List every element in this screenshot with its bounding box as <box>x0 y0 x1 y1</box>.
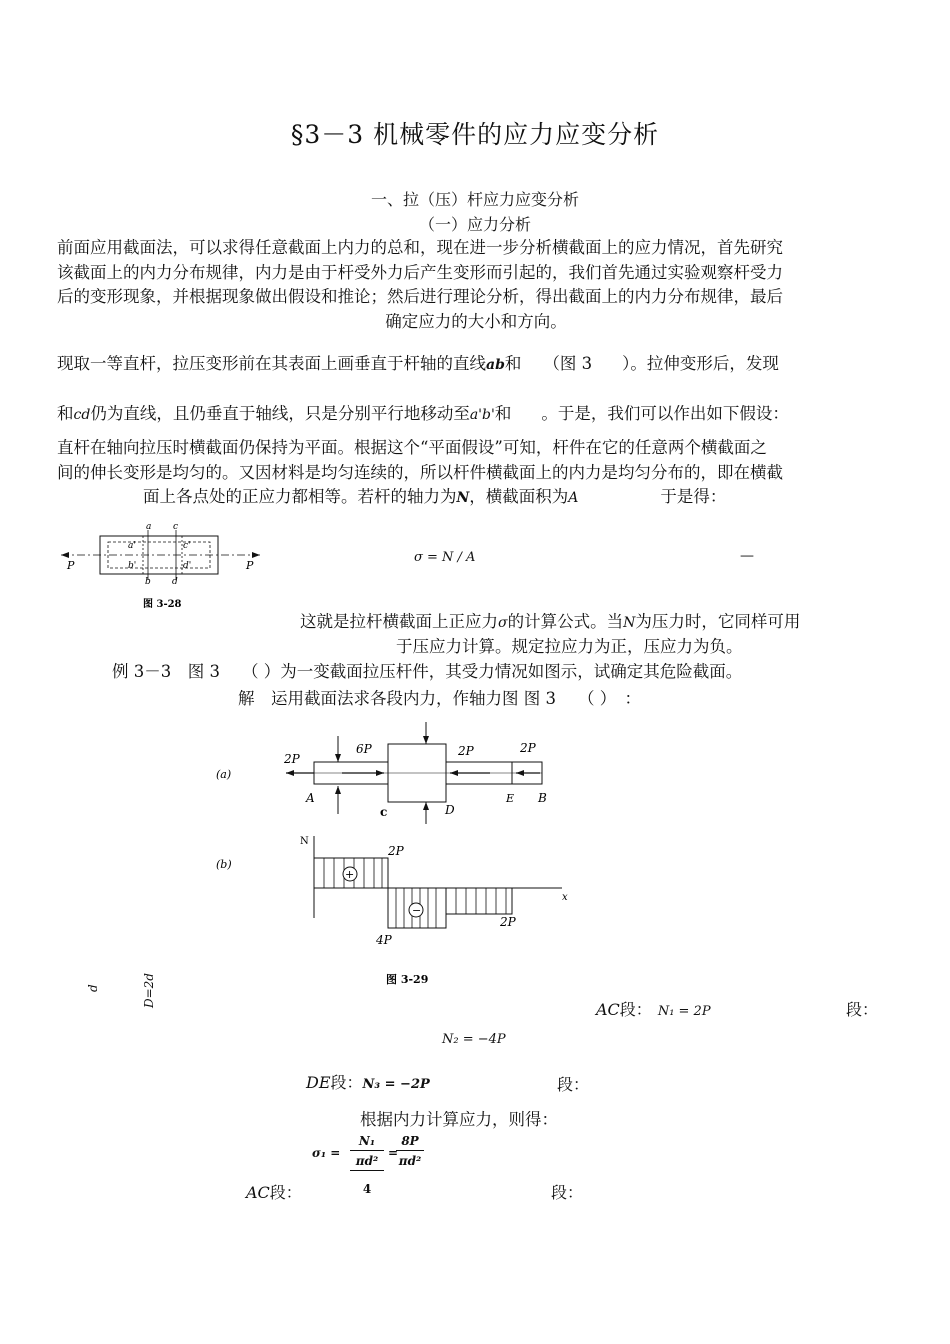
formula-N3: N₃ = −2P <box>362 1077 430 1092</box>
label-a-prime: a' <box>128 541 136 551</box>
point-B: B <box>538 791 547 805</box>
formula-N2: N₂ = −4P <box>442 1032 506 1047</box>
stress-intro: 根据内力计算应力，则得： <box>360 1110 558 1129</box>
paragraph-line: 间的伸长变形是均匀的。又因材料是均匀连续的，所以杆件横截面上的内力是均匀分布的，即在横截 <box>57 462 783 482</box>
formula-N1: N₁ = 2P <box>657 1004 711 1019</box>
symbol-N: N <box>623 615 636 631</box>
denominator-pi-d2: πd² <box>355 1154 379 1168</box>
fraction-bar-outer <box>350 1170 384 1171</box>
text: （ ） ： <box>578 689 641 708</box>
value-2P-top: 2P <box>388 844 404 858</box>
text: 和 <box>504 354 522 373</box>
label-AC: AC <box>246 1183 270 1202</box>
axis-x-label: x <box>562 892 568 903</box>
paragraph-experiment <box>57 350 779 374</box>
text: 于是得： <box>660 487 727 506</box>
paragraph-line: 该截面上的内力分布规律，内力是由于杆受外力后产生变形而引起的，我们首先通过实验观察杆受力 <box>57 262 783 282</box>
formula-sigma: σ = N / A <box>414 550 476 565</box>
solution-text <box>238 685 641 709</box>
label-a: a <box>146 522 152 532</box>
paragraph-line: 直杆在轴向拉压时横截面仍保持为平面。根据这个“平面假设”可知，杆件在它的任意两个横截面之 <box>57 438 767 457</box>
arrow-right <box>252 552 260 558</box>
arrowhead <box>286 770 294 776</box>
label-b-prime: b' <box>128 561 137 571</box>
text: 仍为直线，且仍垂直于轴线，只是分别平行地移动至 <box>90 404 470 423</box>
text: 例 3－3 图 3 <box>112 662 220 681</box>
text: 解 运用截面法求各段内力，作轴力图 图 3 <box>238 689 556 708</box>
label-AC: AC <box>596 1000 620 1019</box>
arrowhead <box>335 754 341 762</box>
dim-D: D=2d <box>142 973 156 1008</box>
example-text <box>112 658 742 682</box>
load-label-2P-E: 2P <box>520 741 536 755</box>
numerator-8P: 8P <box>401 1134 419 1148</box>
label-P-left: P <box>67 559 75 572</box>
figure-3-29 <box>200 718 580 994</box>
symbol-A: A <box>568 490 579 506</box>
point-D: D <box>445 803 455 817</box>
arrowhead <box>450 770 458 776</box>
text: 段： <box>269 1183 302 1202</box>
text: ，横截面积为 <box>469 487 569 506</box>
label-a-subfigure: (a) <box>216 768 232 781</box>
label-c-prime: c' <box>183 541 191 551</box>
text: （ ）为一变截面拉压杆件，其受力情况如图示，试确定其危险截面。 <box>241 662 743 681</box>
text: 和 <box>57 404 74 423</box>
arrow-left <box>61 552 69 558</box>
load-label-2P-A: 2P <box>284 752 300 766</box>
arrowhead <box>423 802 429 810</box>
paragraph-line: 确定应力的大小和方向。 <box>385 311 567 331</box>
load-label-2P-D: 2P <box>458 744 474 758</box>
figure-3-28 <box>55 518 275 616</box>
arrowhead <box>423 736 429 744</box>
dash-mark: — <box>740 548 754 564</box>
dim-d: d <box>86 984 100 992</box>
text: 面上各点处的正应力都相等。若杆的轴力为 <box>143 487 457 506</box>
figure-caption: 图 3-29 <box>386 973 429 986</box>
label-c: c <box>173 522 179 532</box>
label-b: b <box>145 577 151 587</box>
symbol-a-prime-b-prime: a'b' <box>469 407 495 423</box>
sigma1-lhs: σ₁ = <box>312 1146 341 1160</box>
text: ）。拉伸变形后，发现 <box>622 354 779 373</box>
arrowhead <box>516 770 524 776</box>
symbol-ab: ab <box>486 357 505 373</box>
text: （图 3 <box>543 354 593 373</box>
denominator-pi-d2: πd² <box>398 1154 422 1168</box>
text: 这就是拉杆横截面上正应力 <box>300 612 498 631</box>
text: 和 <box>494 404 512 423</box>
text: 现取一等直杆，拉压变形前在其表面上画垂直于杆轴的直线 <box>57 354 486 373</box>
paragraph-hypothesis <box>57 436 895 511</box>
arrowhead <box>335 786 341 794</box>
axis-N-label: N <box>300 836 309 847</box>
section-heading: 一、拉（压）杆应力应变分析 <box>370 190 579 209</box>
sign-plus: + <box>345 868 355 881</box>
page-title: §3－3 机械零件的应力应变分析 <box>290 120 660 149</box>
segment-label-right-3: 段： <box>551 1183 584 1202</box>
segment-label-right: 段： <box>846 1000 879 1019</box>
sign-minus: − <box>412 904 422 917</box>
paragraph-formula-note <box>300 608 800 632</box>
text: 段： <box>330 1073 363 1092</box>
symbol-sigma: σ <box>498 615 508 631</box>
segment-ac-equation <box>596 997 711 1020</box>
denominator-4: 4 <box>362 1182 372 1196</box>
paragraph-intro <box>57 236 895 334</box>
text: 段： <box>619 1000 652 1019</box>
text: 的计算公式。当 <box>507 612 624 631</box>
label-b-subfigure: (b) <box>216 858 232 871</box>
symbol-cd: cd <box>73 407 91 423</box>
sub-heading: （一）应力分析 <box>418 215 531 234</box>
label-d: d <box>172 577 178 587</box>
fraction-bar <box>396 1150 424 1151</box>
fraction-bar <box>350 1150 384 1151</box>
load-label-6P: 6P <box>356 742 372 756</box>
symbol-N: N <box>456 490 470 506</box>
numerator-N1: N₁ <box>358 1134 376 1148</box>
label-P-right: P <box>246 559 254 572</box>
paragraph-formula-note-line2: 于压应力计算。规定拉应力为正，压应力为负。 <box>396 637 743 656</box>
segment-ac-stress <box>246 1180 302 1203</box>
equals: = <box>388 1146 399 1160</box>
point-A: A <box>306 791 315 805</box>
value-4P: 4P <box>376 933 392 947</box>
text: 。于是，我们可以作出如下假设： <box>541 404 789 423</box>
paragraph-line: 后的变形现象，并根据现象做出假设和推论；然后进行理论分析，得出截面上的内力分布规律，最后 <box>57 287 783 306</box>
paragraph-deformation <box>57 400 789 424</box>
text: 为压力时，它同样可用 <box>635 612 801 631</box>
label-DE: DE <box>306 1073 331 1092</box>
value-2P-bottom: 2P <box>500 915 516 929</box>
arrowhead <box>376 770 384 776</box>
figure-caption: 图 3-28 <box>143 599 182 610</box>
label-d-prime: d' <box>183 561 192 571</box>
point-c: c <box>380 805 388 819</box>
segment-de-equation <box>306 1070 430 1093</box>
paragraph-line: 前面应用截面法，可以求得任意截面上内力的总和，现在进一步分析横截面上的应力情况，首先研究 <box>57 238 783 257</box>
segment-label-right-2: 段： <box>557 1075 590 1094</box>
negative-hatch-2P <box>456 888 506 914</box>
point-E: E <box>506 792 515 805</box>
